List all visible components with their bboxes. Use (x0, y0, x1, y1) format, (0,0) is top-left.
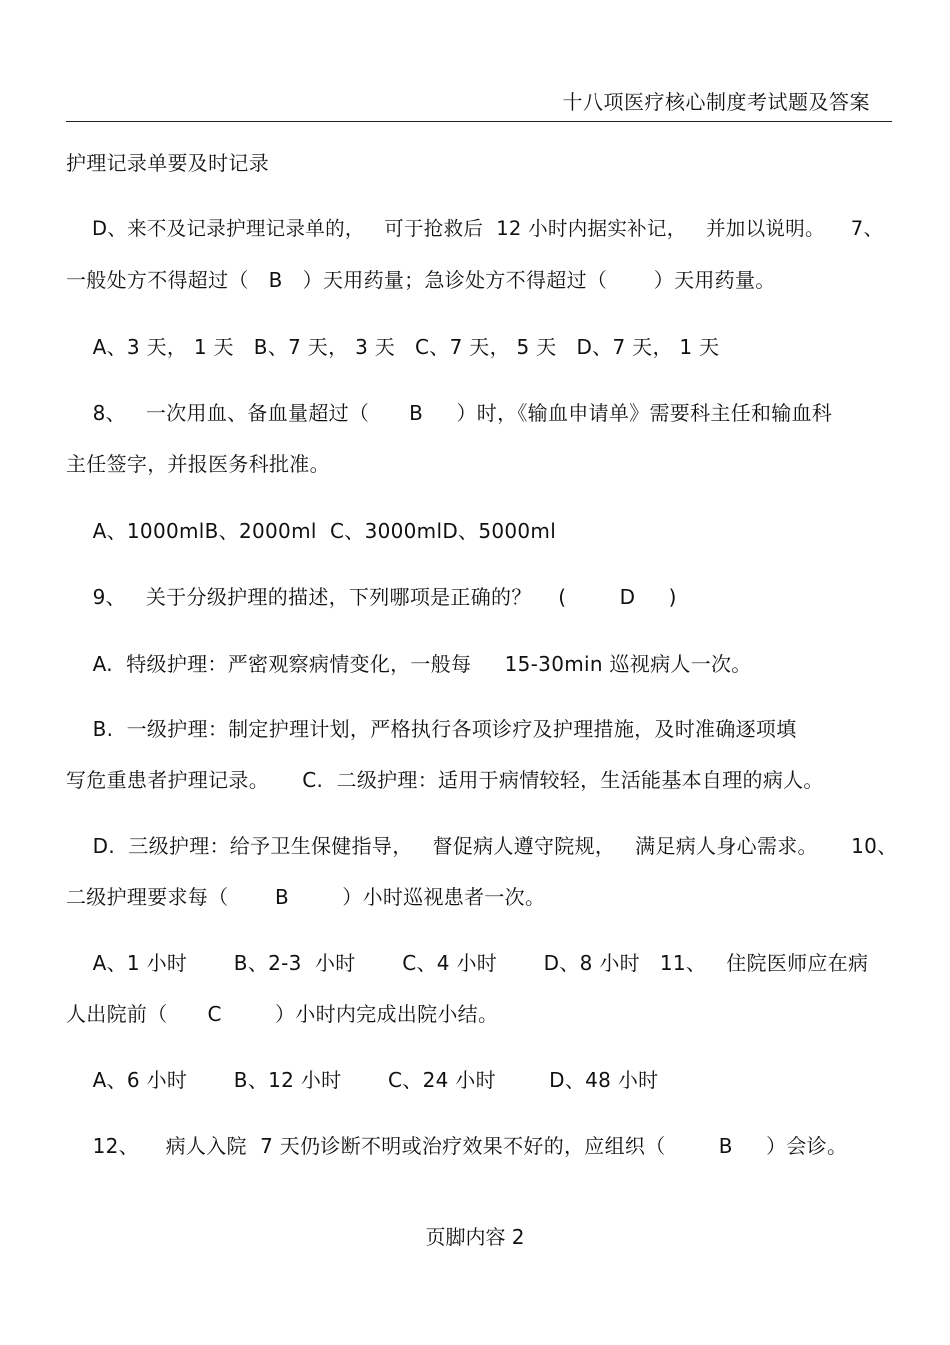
text-line-5: 8、 一次用血、备血量超过（ B ）时，《输血申请单》需要科主任和输血科 (66, 401, 833, 425)
text-line-7: A、1000mlB、2000ml C、3000mlD、5000ml (66, 519, 557, 543)
header-divider (66, 121, 892, 122)
text-line-6: 主任签字，并报医务科批准。 (66, 452, 330, 476)
text-line-13: 二级护理要求每（ B ）小时巡视患者一次。 (66, 885, 546, 909)
text-line-2: D、来不及记录护理记录单的， 可于抢救后 12 小时内据实补记， 并加以说明。 7、 (66, 217, 884, 240)
text-line-10: B. 一级护理：制定护理计划，严格执行各项诊疗及护理措施，及时准确逐项填 (66, 717, 797, 741)
page-footer: 页脚内容 2 (425, 1225, 525, 1249)
text-line-17: 12、 病人入院 7 天仍诊断不明或治疗效果不好的，应组织（ B ）会诊。 (66, 1134, 848, 1158)
page-header-title: 十八项医疗核心制度考试题及答案 (562, 90, 870, 114)
text-line-14: A、1 小时 B、2-3 小时 C、4 小时 D、8 小时 11、 住院医师应在病 (66, 951, 869, 975)
text-line-1: 护理记录单要及时记录 (66, 151, 269, 175)
text-line-3: 一般处方不得超过（ B ）天用药量；急诊处方不得超过（ ）天用药量。 (66, 268, 776, 292)
text-line-8: 9、 关于分级护理的描述，下列哪项是正确的？ ( D ) (66, 585, 677, 609)
text-line-15: 人出院前（ C ）小时内完成出院小结。 (66, 1002, 499, 1026)
text-line-12: D. 三级护理：给予卫生保健指导， 督促病人遵守院规， 满足病人身心需求。 10、 (66, 834, 898, 858)
text-line-11: 写危重患者护理记录。 C. 二级护理：适用于病情较轻，生活能基本自理的病人。 (66, 768, 824, 792)
text-line-9: A. 特级护理：严密观察病情变化，一般每 15-30min 巡视病人一次。 (66, 652, 752, 676)
text-line-4: A、3 天， 1 天 B、7 天， 3 天 C、7 天， 5 天 D、7 天， 1 天 (66, 335, 720, 359)
text-line-16: A、6 小时 B、12 小时 C、24 小时 D、48 小时 (66, 1068, 659, 1092)
